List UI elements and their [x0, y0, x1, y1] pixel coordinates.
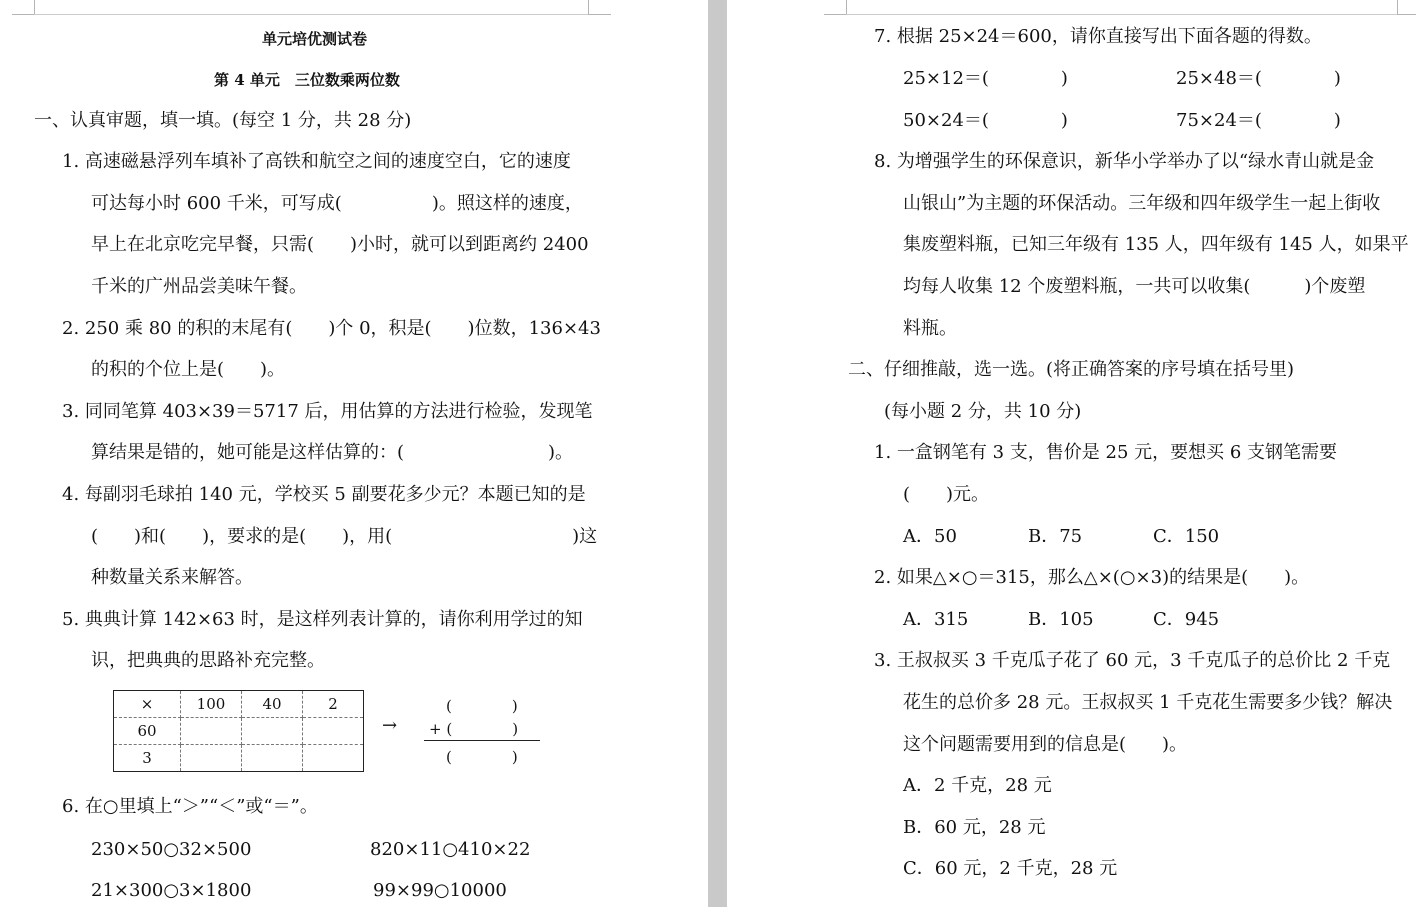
question-line: 3. 同同笔算 403×39＝5717 后，用估算的方法进行检验，发现笔 — [62, 401, 593, 422]
table-cell: 100 — [181, 691, 242, 718]
table-cell[interactable] — [303, 745, 364, 772]
table-cell: × — [114, 691, 181, 718]
page-right — [727, 0, 1416, 907]
table-cell[interactable] — [303, 718, 364, 745]
compare-item: 230×50○32×500 — [91, 839, 252, 860]
option-c: C．150 — [1153, 526, 1220, 547]
crop-mark — [824, 0, 847, 15]
equation-item: 50×24＝( ) — [903, 110, 1068, 131]
question-line: 千米的广州品尝美味午餐。 — [91, 276, 307, 297]
question-line: 花生的总价多 28 元。王叔叔买 1 千克花生需要多少钱？解决 — [903, 692, 1393, 713]
table-cell[interactable] — [181, 745, 242, 772]
question-line: 可达每小时 600 千米，可写成( )。照这样的速度， — [91, 193, 583, 214]
equation-item: 25×12＝( ) — [903, 68, 1068, 89]
option-b: B．75 — [1028, 526, 1083, 547]
question-line: 6. 在○里填上“＞”“＜”或“＝”。 — [62, 796, 318, 817]
sum-line: + ( ) — [429, 720, 519, 738]
question-line: 山银山”为主题的环保活动。三年级和四年级学生一起上街收 — [903, 193, 1381, 214]
compare-item: 99×99○10000 — [373, 880, 507, 901]
compare-item: 820×11○410×22 — [370, 839, 531, 860]
question-line: 的积的个位上是( )。 — [91, 359, 286, 380]
question-line: 8. 为增强学生的环保意识，新华小学举办了以“绿水青山就是金 — [874, 151, 1375, 172]
question-line: 这个问题需要用到的信息是( )。 — [903, 734, 1188, 755]
table-cell: 40 — [242, 691, 303, 718]
crop-mark — [12, 0, 35, 15]
question-line: 料瓶。 — [903, 318, 957, 339]
sum-line: ( ) — [446, 748, 518, 766]
multiplication-table — [113, 690, 364, 772]
unit-title: 第 4 单元 三位数乘两位数 — [214, 71, 400, 89]
equation-item: 25×48＝( ) — [1176, 68, 1341, 89]
arrow-icon: → — [382, 715, 398, 736]
option-a: A．50 — [903, 526, 957, 547]
equation-item: 75×24＝( ) — [1176, 110, 1341, 131]
question-line: ( )和( )，要求的是( )，用( )这 — [91, 526, 598, 547]
header-rule — [846, 14, 1397, 15]
compare-item: 21×300○3×1800 — [91, 880, 252, 901]
question-line: 5. 典典计算 142×63 时，是这样列表计算的，请你利用学过的知 — [62, 609, 583, 630]
question-line: 7. 根据 25×24＝600，请你直接写出下面各题的得数。 — [874, 26, 1322, 47]
option-b: B．105 — [1028, 609, 1094, 630]
question-line: 3. 王叔叔买 3 千克瓜子花了 60 元，3 千克瓜子的总价比 2 千克 — [874, 650, 1391, 671]
question-line: 识，把典典的思路补充完整。 — [91, 650, 325, 671]
option-b: B．60 元，28 元 — [903, 817, 1046, 838]
question-line: ( )元。 — [903, 484, 990, 505]
question-line: 早上在北京吃完早餐，只需( )小时，就可以到距离约 2400 — [91, 234, 589, 255]
section-heading: 一、认真审题，填一填。(每空 1 分，共 28 分) — [34, 110, 412, 131]
exam-title: 单元培优测试卷 — [262, 30, 368, 48]
question-line: 4. 每副羽毛球拍 140 元，学校买 5 副要花多少元？本题已知的是 — [62, 484, 586, 505]
question-line: 2. 如果△×○＝315，那么△×(○×3)的结果是( )。 — [874, 567, 1310, 588]
question-line: 1. 一盒钢笔有 3 支，售价是 25 元，要想买 6 支钢笔需要 — [874, 442, 1338, 463]
table-cell: 60 — [114, 718, 181, 745]
table-cell[interactable] — [242, 718, 303, 745]
option-c: C．60 元，2 千克，28 元 — [903, 858, 1118, 879]
header-rule — [34, 14, 588, 15]
question-line: 1. 高速磁悬浮列车填补了高铁和航空之间的速度空白，它的速度 — [62, 151, 571, 172]
crop-mark — [588, 0, 611, 15]
question-line: 均每人收集 12 个废塑料瓶，一共可以收集( )个废塑 — [903, 276, 1366, 297]
question-line: 算结果是错的，她可能是这样估算的：( )。 — [91, 442, 574, 463]
page-gutter — [708, 0, 727, 907]
option-a: A．2 千克，28 元 — [903, 775, 1052, 796]
section-note: (每小题 2 分，共 10 分) — [884, 401, 1082, 422]
section-heading: 二、仔细推敲，选一选。(将正确答案的序号填在括号里) — [848, 359, 1295, 380]
question-line: 种数量关系来解答。 — [91, 567, 253, 588]
table-cell[interactable] — [242, 745, 303, 772]
sum-line: ( ) — [446, 697, 518, 715]
question-line: 集废塑料瓶，已知三年级有 135 人，四年级有 145 人，如果平 — [903, 234, 1409, 255]
table-cell: 3 — [114, 745, 181, 772]
crop-mark — [1397, 0, 1416, 15]
option-c: C．945 — [1153, 609, 1220, 630]
table-cell: 2 — [303, 691, 364, 718]
question-line: 2. 250 乘 80 的积的末尾有( )个 0，积是( )位数，136×43 — [62, 318, 601, 339]
sum-rule — [424, 740, 540, 741]
table-cell[interactable] — [181, 718, 242, 745]
option-a: A．315 — [903, 609, 969, 630]
